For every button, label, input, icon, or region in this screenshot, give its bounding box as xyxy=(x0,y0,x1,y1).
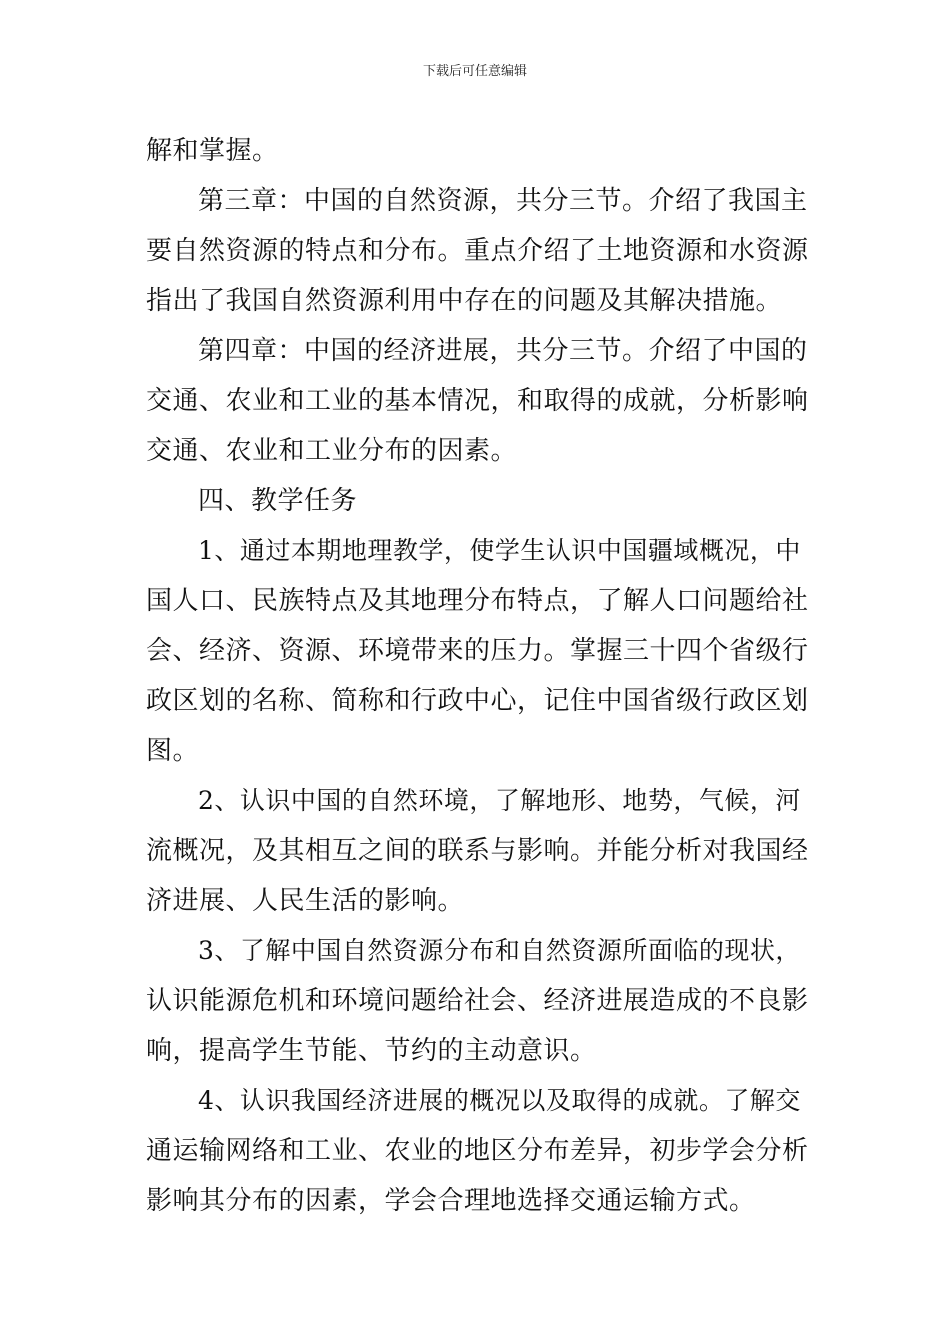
text-line: 解和掌握。 xyxy=(146,136,279,166)
text-line: 2、认识中国的自然环境，了解地形、地势，气候，河 xyxy=(198,786,801,815)
text-line: 交通、农业和工业分布的因素。 xyxy=(146,436,518,466)
text-line: 第三章：中国的自然资源，共分三节。介绍了我国主 xyxy=(198,186,808,216)
text-line: 交通、农业和工业的基本情况，和取得的成就，分析影响 xyxy=(146,386,809,416)
text-line: 流概况，及其相互之间的联系与影响。并能分析对我国经 xyxy=(146,836,809,866)
text-line: 济进展、人民生活的影响。 xyxy=(146,886,465,916)
text-line: 3、了解中国自然资源分布和自然资源所面临的现状， xyxy=(198,936,801,965)
text-line: 影响其分布的因素，学会合理地选择交通运输方式。 xyxy=(146,1186,756,1216)
document-body xyxy=(146,126,810,1226)
text-line: 要自然资源的特点和分布。重点介绍了土地资源和水资源 xyxy=(146,236,809,266)
text-line: 国人口、民族特点及其地理分布特点，了解人口问题给社 xyxy=(146,586,809,616)
text-line: 4、认识我国经济进展的概况以及取得的成就。了解交 xyxy=(198,1086,801,1115)
text-line: 认识能源危机和环境问题给社会、经济进展造成的不良影 xyxy=(146,986,809,1016)
text-line: 1、通过本期地理教学，使学生认识中国疆域概况，中 xyxy=(198,536,801,565)
text-line: 政区划的名称、简称和行政中心，记住中国省级行政区划 xyxy=(146,686,809,716)
text-line: 响，提高学生节能、节约的主动意识。 xyxy=(146,1036,597,1066)
text-line: 会、经济、资源、环境带来的压力。掌握三十四个省级行 xyxy=(146,636,809,666)
text-line: 第四章：中国的经济进展，共分三节。介绍了中国的 xyxy=(198,336,808,366)
text-line: 通运输网络和工业、农业的地区分布差异，初步学会分析 xyxy=(146,1136,809,1166)
text-line: 图。 xyxy=(146,736,200,766)
text-line: 指出了我国自然资源利用中存在的问题及其解决措施。 xyxy=(146,286,783,316)
page-header: 下载后可任意编辑 xyxy=(422,64,527,79)
text-line: 四、教学任务 xyxy=(198,486,358,516)
